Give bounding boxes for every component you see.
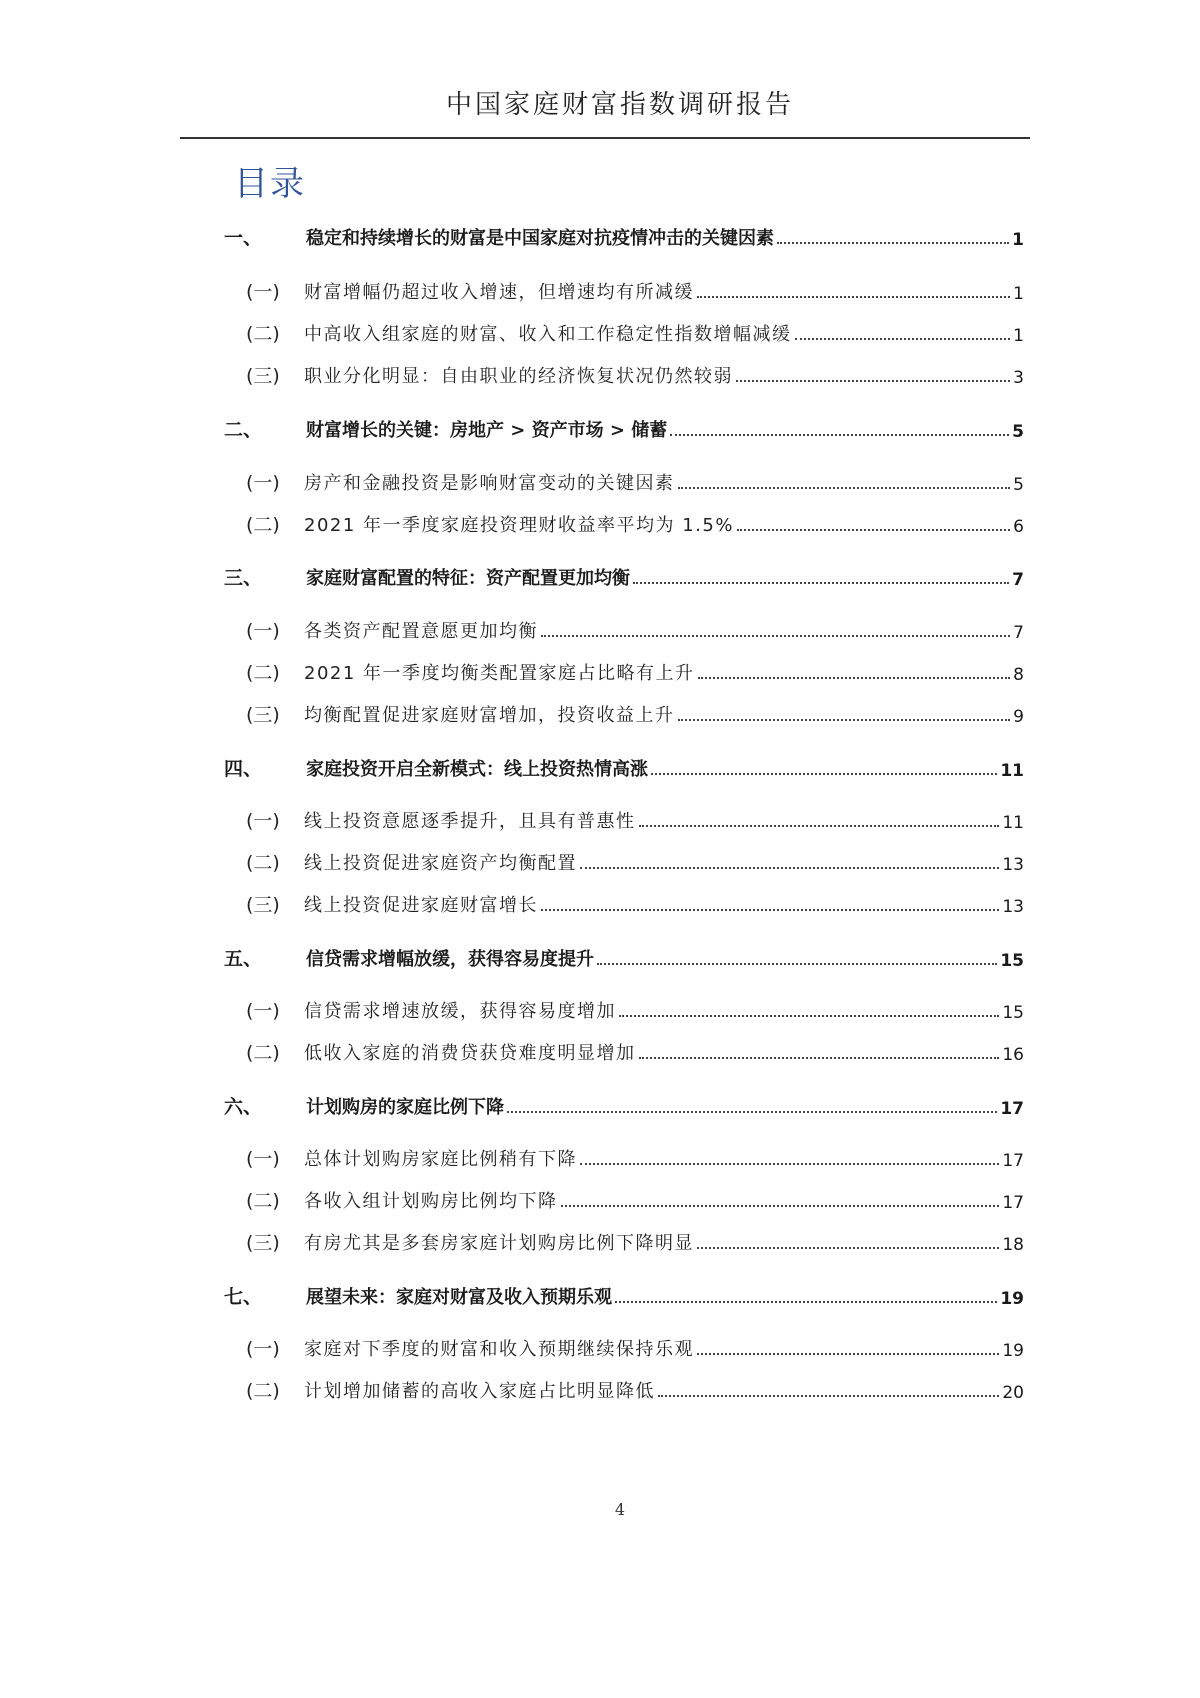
toc-dot-leader: [697, 1247, 999, 1249]
toc-entry-title: 职业分化明显：自由职业的经济恢复状况仍然较弱: [304, 366, 733, 387]
toc-entry-page: 15: [1000, 951, 1024, 971]
toc-entry-title: 各类资产配置意愿更加均衡: [304, 621, 538, 642]
toc-entry-page: 5: [1012, 422, 1024, 442]
toc-subsection-entry[interactable]: [224, 316, 1024, 346]
toc-entry-page: 1: [1013, 284, 1024, 304]
toc-entry-page: 19: [1000, 1289, 1024, 1309]
toc-subsection-entry[interactable]: [224, 507, 1024, 537]
toc-entry-title: 展望未来：家庭对财富及收入预期乐观: [306, 1287, 612, 1308]
toc-entry-page: 5: [1013, 475, 1024, 495]
toc-entry-page: 17: [1002, 1193, 1024, 1213]
toc-dot-leader: [697, 296, 1010, 298]
toc-section-entry[interactable]: [224, 220, 1024, 250]
toc-subsection-entry[interactable]: [224, 803, 1024, 833]
toc-dot-leader: [615, 1301, 997, 1303]
toc-entry-number: (一): [246, 620, 280, 642]
toc-dot-leader: [633, 582, 1009, 584]
toc-entry-number: (二): [246, 323, 280, 345]
toc-dot-leader: [777, 242, 1009, 244]
toc-entry-number: (一): [246, 1338, 280, 1360]
toc-entry-page: 9: [1013, 707, 1024, 727]
toc-entry-number: (二): [246, 852, 280, 874]
toc-dot-leader: [678, 487, 1011, 489]
toc-entry-title: 计划增加储蓄的高收入家庭占比明显降低: [304, 1381, 655, 1402]
toc-entry-page: 11: [1000, 761, 1024, 781]
toc-entry-number: (三): [246, 894, 280, 916]
toc-entry-title: 房产和金融投资是影响财富变动的关键因素: [304, 473, 675, 494]
toc-entry-title: 财富增长的关键：房地产 > 资产市场 > 储蓄: [306, 420, 668, 441]
toc-entry-title: 家庭对下季度的财富和收入预期继续保持乐观: [304, 1339, 694, 1360]
toc-entry-title: 均衡配置促进家庭财富增加，投资收益上升: [304, 705, 675, 726]
toc-entry-title: 线上投资意愿逐季提升，且具有普惠性: [304, 811, 636, 832]
toc-entry-page: 13: [1002, 897, 1024, 917]
toc-dot-leader: [678, 719, 1011, 721]
toc-entry-number: (二): [246, 662, 280, 684]
toc-entry-number: (二): [246, 1042, 280, 1064]
toc-entry-number: (二): [246, 1190, 280, 1212]
toc-entry-number: (三): [246, 365, 280, 387]
toc-entry-title: 信贷需求增速放缓，获得容易度增加: [304, 1001, 616, 1022]
toc-dot-leader: [639, 1057, 1000, 1059]
page-header-title: 中国家庭财富指数调研报告: [445, 90, 794, 120]
toc-entry-page: 6: [1013, 517, 1024, 537]
toc-subsection-entry[interactable]: [224, 1183, 1024, 1213]
toc-entry-number: (一): [246, 1148, 280, 1170]
toc-entry-page: 7: [1013, 623, 1024, 643]
toc-entry-title: 线上投资促进家庭财富增长: [304, 895, 538, 916]
toc-entry-number: (一): [246, 1000, 280, 1022]
toc-entry-title: 各收入组计划购房比例均下降: [304, 1191, 558, 1212]
toc-dot-leader: [541, 635, 1010, 637]
toc-entry-number: 一、: [224, 227, 263, 249]
toc-dot-leader: [697, 1353, 999, 1355]
toc-entry-number: (三): [246, 1232, 280, 1254]
toc-entry-page: 11: [1002, 813, 1024, 833]
toc-entry-page: 17: [1000, 1099, 1024, 1119]
toc-entry-title: 低收入家庭的消费贷获贷难度明显增加: [304, 1043, 636, 1064]
toc-subsection-entry[interactable]: [224, 655, 1024, 685]
toc-section-entry[interactable]: [224, 412, 1024, 442]
toc-subsection-entry[interactable]: [224, 993, 1024, 1023]
toc-subsection-entry[interactable]: [224, 1331, 1024, 1361]
toc-entry-page: 16: [1002, 1045, 1024, 1065]
toc-entry-number: (二): [246, 1380, 280, 1402]
toc-entry-page: 20: [1002, 1383, 1024, 1403]
toc-section-entry[interactable]: [224, 560, 1024, 590]
toc-entry-title: 稳定和持续增长的财富是中国家庭对抗疫情冲击的关键因素: [306, 228, 774, 249]
toc-entry-title: 2021 年一季度家庭投资理财收益率平均为 1.5%: [304, 515, 734, 536]
toc-dot-leader: [736, 380, 1010, 382]
toc-subsection-entry[interactable]: [224, 1373, 1024, 1403]
toc-section-entry[interactable]: [224, 1089, 1024, 1119]
toc-entry-page: 18: [1002, 1235, 1024, 1255]
toc-entry-page: 8: [1013, 665, 1024, 685]
toc-entry-title: 线上投资促进家庭资产均衡配置: [304, 853, 577, 874]
toc-entry-number: 六、: [224, 1096, 263, 1118]
toc-entry-number: (一): [246, 810, 280, 832]
toc-dot-leader: [795, 338, 1011, 340]
toc-entry-title: 计划购房的家庭比例下降: [306, 1097, 504, 1118]
toc-dot-leader: [561, 1205, 1000, 1207]
toc-dot-leader: [597, 963, 997, 965]
toc-entry-title: 2021 年一季度均衡类配置家庭占比略有上升: [304, 663, 695, 684]
toc-entry-number: 四、: [224, 758, 263, 780]
toc-entry-number: (一): [246, 281, 280, 303]
toc-entry-page: 1: [1012, 230, 1024, 250]
toc-subsection-entry[interactable]: [224, 274, 1024, 304]
toc-entry-title: 中高收入组家庭的财富、收入和工作稳定性指数增幅减缓: [304, 324, 792, 345]
toc-heading: 目录: [234, 164, 306, 204]
toc-subsection-entry[interactable]: [224, 1225, 1024, 1255]
toc-dot-leader: [698, 677, 1011, 679]
toc-dot-leader: [507, 1111, 997, 1113]
toc-section-entry[interactable]: [224, 751, 1024, 781]
toc-entry-title: 家庭财富配置的特征：资产配置更加均衡: [306, 568, 630, 589]
toc-entry-page: 15: [1002, 1003, 1024, 1023]
toc-subsection-entry[interactable]: [224, 1035, 1024, 1065]
toc-subsection-entry[interactable]: [224, 465, 1024, 495]
toc-entry-page: 7: [1012, 570, 1024, 590]
toc-subsection-entry[interactable]: [224, 1141, 1024, 1171]
toc-entry-number: (三): [246, 704, 280, 726]
toc-dot-leader: [737, 529, 1010, 531]
toc-entry-number: (一): [246, 472, 280, 494]
toc-dot-leader: [670, 434, 1009, 436]
toc-entry-page: 17: [1002, 1151, 1024, 1171]
toc-dot-leader: [580, 867, 999, 869]
page-number: 4: [614, 1500, 626, 1519]
toc-entry-title: 信贷需求增幅放缓，获得容易度提升: [306, 949, 594, 970]
toc-entry-number: 五、: [224, 948, 263, 970]
toc-dot-leader: [541, 909, 999, 911]
toc-entry-page: 13: [1002, 855, 1024, 875]
toc-subsection-entry[interactable]: [224, 358, 1024, 388]
toc-dot-leader: [651, 773, 997, 775]
toc-dot-leader: [619, 1015, 999, 1017]
toc-subsection-entry[interactable]: [224, 845, 1024, 875]
toc-entry-number: (二): [246, 514, 280, 536]
toc-entry-page: 3: [1013, 368, 1024, 388]
toc-entry-page: 19: [1002, 1341, 1024, 1361]
toc-dot-leader: [658, 1395, 999, 1397]
toc-entry-page: 1: [1013, 326, 1024, 346]
toc-entry-number: 二、: [224, 419, 263, 441]
toc-subsection-entry[interactable]: [224, 613, 1024, 643]
toc-dot-leader: [580, 1163, 999, 1165]
toc-dot-leader: [639, 825, 1000, 827]
toc-entry-title: 有房尤其是多套房家庭计划购房比例下降明显: [304, 1233, 694, 1254]
toc-entry-number: 三、: [224, 567, 263, 589]
toc-entry-number: 七、: [224, 1286, 263, 1308]
toc-entry-title: 家庭投资开启全新模式：线上投资热情高涨: [306, 759, 648, 780]
toc-section-entry[interactable]: [224, 941, 1024, 971]
toc-entry-title: 总体计划购房家庭比例稍有下降: [304, 1149, 577, 1170]
header-divider: [180, 137, 1030, 139]
toc-subsection-entry[interactable]: [224, 697, 1024, 727]
toc-entry-title: 财富增幅仍超过收入增速，但增速均有所减缓: [304, 282, 694, 303]
toc-section-entry[interactable]: [224, 1279, 1024, 1309]
toc-subsection-entry[interactable]: [224, 887, 1024, 917]
